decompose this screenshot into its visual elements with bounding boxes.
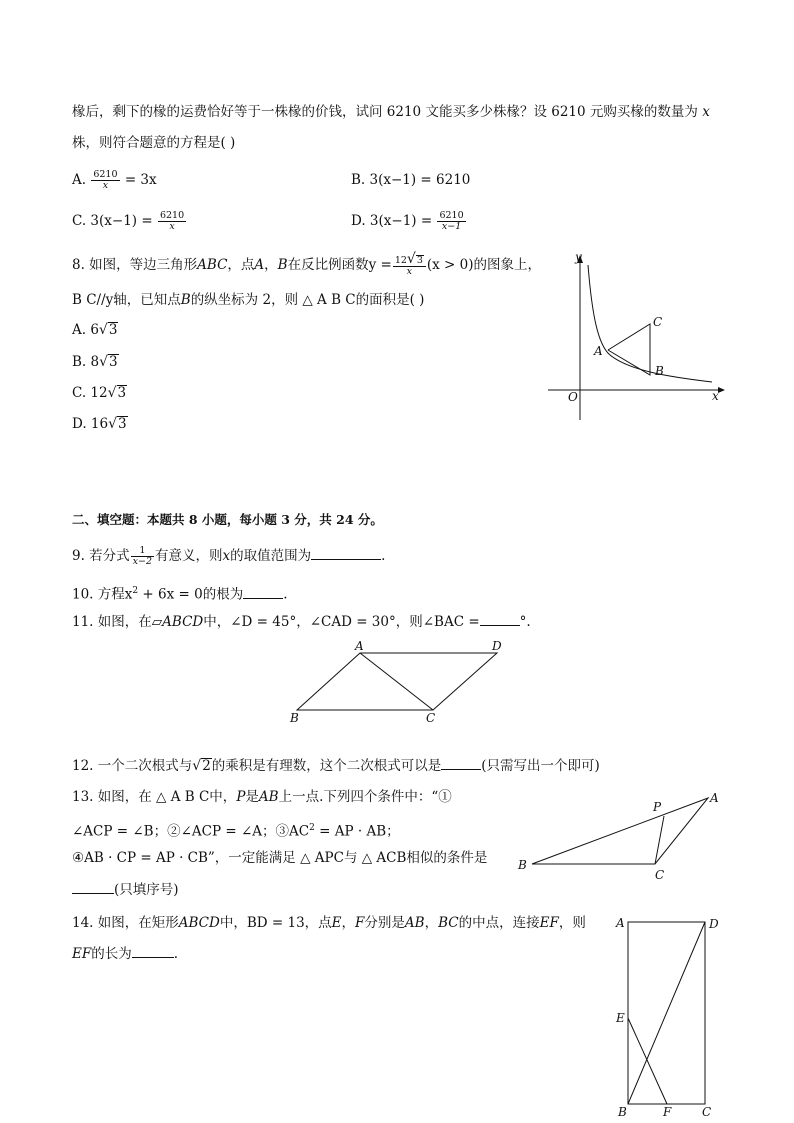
answer-blank xyxy=(441,757,481,770)
q11: 11. 如图，在▱ABCD中，∠D = 45°，∠CAD = 30°，则∠BAC = °. xyxy=(72,614,531,630)
label-b: B xyxy=(518,858,527,872)
q14-figure xyxy=(610,910,730,1120)
label-d: D xyxy=(709,917,719,931)
segment-cp xyxy=(655,816,664,864)
q13-line4: (只填序号) xyxy=(72,880,179,900)
fraction: $\frac{6210}{x}$ xyxy=(159,210,185,232)
x-axis-arrow xyxy=(718,387,725,393)
triangle-abc xyxy=(608,324,650,375)
q8-stem-line1: 8. 如图，等边三角形ABC，点A，B在反比例函数y = $\frac{12√3}{x}$ (x > 0)的图象上， xyxy=(72,251,542,277)
label-c: C xyxy=(655,868,665,882)
q7-option-d: D. 3(x−1) = $\frac{6210}{x-1}$ xyxy=(351,210,464,232)
fraction: $\frac{6210}{x}$ xyxy=(93,169,118,191)
label-a: A xyxy=(710,791,719,805)
label-o: O xyxy=(568,390,578,404)
section-heading: 二、填空题：本题共 8 小题，每小题 3 分，共 24 分。 xyxy=(72,512,383,527)
fraction: $\frac{1}{x-2}$ xyxy=(132,545,153,567)
answer-blank xyxy=(72,881,114,894)
q14-line1: 14. 如图，在矩形ABCD中，BD = 13，点E，F分别是AB，BC的中点，连接EF，则 xyxy=(72,915,586,931)
answer-blank xyxy=(480,613,520,626)
q8-option-d: D. 16√3 xyxy=(72,416,127,432)
label-b: B xyxy=(618,1105,627,1119)
label-x: x xyxy=(712,389,719,403)
label-f: F xyxy=(663,1105,672,1119)
q7-option-c: C. 3(x−1) = $\frac{6210}{x}$ xyxy=(72,210,185,232)
label-a: A xyxy=(616,916,625,930)
q7-option-a: A. $\frac{6210}{x}$ = 3x xyxy=(72,169,157,191)
fraction: $\frac{6210}{x-1}$ xyxy=(439,210,464,232)
label-e: E xyxy=(616,1011,625,1025)
diagonal-bd xyxy=(628,922,705,1104)
q14-line2: EF的长为 . xyxy=(72,946,179,962)
q7-stem-line1: 椽后，剩下的椽的运费恰好等于一株椽的价钱，试问 6210 文能买多少株椽？设 6210 元购买椽的数量为 x xyxy=(72,104,710,120)
fraction: $\frac{12√3}{x}$ xyxy=(393,254,426,277)
q8-stem-line2: B C//y轴，已知点B的纵坐标为 2，则 △ A B C的面积是( ) xyxy=(72,292,425,308)
q10: 10. 方程$x^2 + 6x = 0$的根为 . xyxy=(72,586,288,603)
label-c: C xyxy=(426,711,436,725)
q8-figure xyxy=(540,245,730,430)
diagonal-ac xyxy=(360,653,433,710)
label-p: P xyxy=(653,800,662,814)
triangle-abc xyxy=(532,798,708,864)
q13-line1: 13. 如图，在 △ A B C中，P是AB上一点.下列四个条件中：“① xyxy=(72,789,452,805)
q12: 12. 一个二次根式与√2的乘积是有理数，这个二次根式可以是 (只需写出一个即可) xyxy=(72,758,600,774)
q13-line2: ∠ACP = ∠B；②∠ACP = ∠A；$③AC^2$ = AP · AB； xyxy=(72,823,400,840)
label-b: B xyxy=(290,711,299,725)
label-y: y xyxy=(575,250,582,264)
q13-line3: ④AB · CP = AP · CB”，一定能满足 △ APC与 △ ACB相似的条件是 xyxy=(72,850,488,866)
answer-blank xyxy=(311,547,381,560)
label-c: C xyxy=(702,1105,712,1119)
answer-blank xyxy=(243,586,283,599)
label-a: A xyxy=(355,639,364,653)
answer-blank xyxy=(132,945,174,958)
q8-option-c: C. 12√3 xyxy=(72,385,127,401)
q13-figure xyxy=(512,788,727,883)
q8-option-b: B. 8√3 xyxy=(72,354,118,370)
label-d: D xyxy=(492,639,502,653)
q9: 9. 若分式 $\frac{1}{x-2}$ 有意义，则x的取值范围为 . xyxy=(72,545,386,567)
q11-figure xyxy=(285,638,510,728)
q7-stem-line2: 株，则符合题意的方程是( ) xyxy=(72,135,236,151)
q8-option-a: A. 6√3 xyxy=(72,322,118,338)
label-c: C xyxy=(653,315,663,329)
label-b: B xyxy=(655,364,664,378)
q7-option-b: B. 3(x−1) = 6210 xyxy=(351,172,471,188)
var-x: x xyxy=(702,104,710,120)
label-a: A xyxy=(594,344,603,358)
